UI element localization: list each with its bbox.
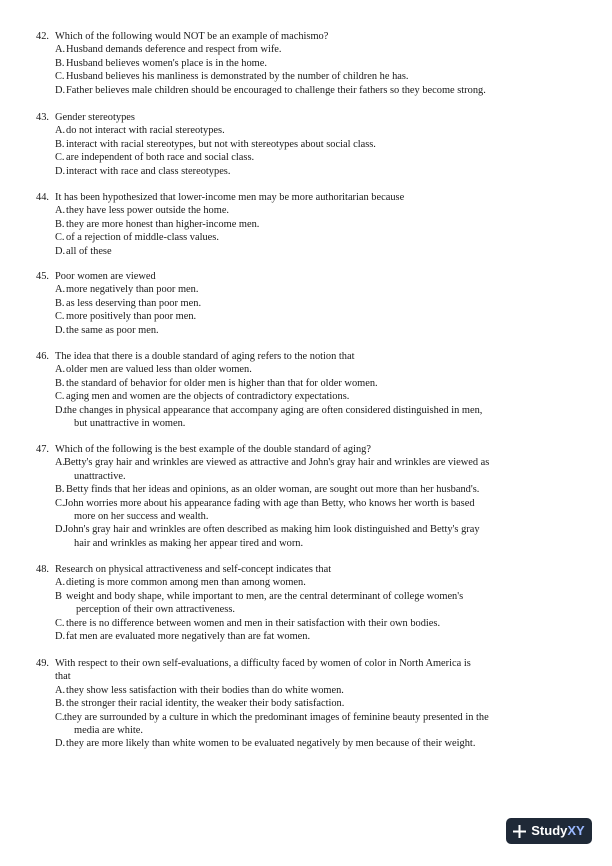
option-text: they are more likely than white women to be evaluated negatively by men because of their weight. bbox=[66, 738, 476, 750]
option-letter: A. bbox=[55, 284, 66, 296]
option-text: are independent of both race and social class. bbox=[66, 152, 255, 164]
option-letter: A. bbox=[55, 684, 66, 696]
option-text: they show less satisfaction with their bodies than do white women. bbox=[66, 684, 344, 696]
option-text: Father believes male children should be encouraged to challenge their fathers so they become strong. bbox=[66, 84, 486, 96]
option-b bbox=[36, 590, 588, 617]
question-number: 43. bbox=[36, 112, 49, 123]
logo-text-primary: Study bbox=[531, 823, 568, 838]
option-letter: C. bbox=[55, 497, 65, 509]
option-letter: A. bbox=[55, 457, 66, 469]
option-letter: B. bbox=[55, 218, 65, 230]
option-a bbox=[36, 456, 588, 483]
option-letter: D. bbox=[55, 84, 66, 96]
option-text: Husband demands deference and respect from wife. bbox=[66, 44, 282, 56]
option-d bbox=[36, 404, 588, 431]
option-d bbox=[36, 84, 588, 97]
option-letter: B. bbox=[55, 377, 65, 389]
option-text: do not interact with racial stereotypes. bbox=[66, 125, 225, 137]
question-48 bbox=[36, 563, 588, 643]
question-number: 44. bbox=[36, 192, 49, 203]
question-stem bbox=[36, 191, 588, 204]
option-text: John worries more about his appearance fading with age than Betty, who knows her worth is based bbox=[64, 497, 475, 509]
option-c bbox=[36, 310, 588, 323]
option-letter: D. bbox=[55, 404, 66, 416]
option-text: interact with racial stereotypes, but not with stereotypes about social class. bbox=[66, 138, 376, 150]
question-number: 49. bbox=[36, 658, 49, 669]
question-49 bbox=[36, 657, 588, 751]
option-text: dieting is more common among men than among women. bbox=[66, 577, 306, 589]
question-46 bbox=[36, 350, 588, 430]
option-text: they are more honest than higher-income men. bbox=[66, 218, 260, 230]
option-c bbox=[36, 617, 588, 630]
option-text-continued: but unattractive in women. bbox=[74, 418, 186, 430]
option-text: all of these bbox=[66, 245, 112, 257]
option-c bbox=[36, 70, 588, 83]
option-b bbox=[36, 297, 588, 310]
option-a bbox=[36, 283, 588, 296]
option-letter: D. bbox=[55, 324, 66, 336]
option-b bbox=[36, 377, 588, 390]
question-stem bbox=[36, 563, 588, 576]
question-stem bbox=[36, 111, 588, 124]
option-b bbox=[36, 697, 588, 710]
question-text: It has been hypothesized that lower-income men may be more authoritarian because bbox=[55, 192, 405, 203]
option-letter: C. bbox=[55, 391, 65, 403]
question-number: 47. bbox=[36, 444, 49, 455]
option-letter: D. bbox=[55, 738, 66, 750]
question-number: 46. bbox=[36, 351, 49, 362]
logo-text-accent: XY bbox=[567, 823, 585, 838]
option-letter: C. bbox=[55, 617, 65, 629]
question-number: 48. bbox=[36, 564, 49, 575]
option-a bbox=[36, 124, 588, 137]
option-letter: B. bbox=[55, 138, 65, 150]
option-letter: D. bbox=[55, 245, 66, 257]
option-letter: A. bbox=[55, 205, 66, 217]
option-text: interact with race and class stereotypes. bbox=[66, 165, 231, 177]
question-47 bbox=[36, 443, 588, 550]
option-letter: C. bbox=[55, 311, 65, 323]
option-d bbox=[36, 737, 588, 750]
option-d bbox=[36, 245, 588, 258]
option-d bbox=[36, 523, 588, 550]
option-text: Betty finds that her ideas and opinions, as an older woman, are sought out more than her husband's. bbox=[66, 484, 480, 496]
option-letter: C. bbox=[55, 71, 65, 83]
option-text-continued: hair and wrinkles as making her appear tired and worn. bbox=[74, 537, 304, 549]
studyxy-logo[interactable] bbox=[506, 818, 592, 844]
question-text: Research on physical attractiveness and self-concept indicates that bbox=[55, 564, 332, 575]
option-text: Husband believes his manliness is demonstrated by the number of children he has. bbox=[66, 71, 409, 83]
option-text: the stronger their racial identity, the weaker their body satisfaction. bbox=[66, 698, 345, 710]
option-b bbox=[36, 57, 588, 70]
question-number: 45. bbox=[36, 271, 49, 282]
question-text: Which of the following is the best example of the double standard of aging? bbox=[55, 444, 371, 455]
question-43 bbox=[36, 111, 588, 178]
option-letter: B. bbox=[55, 484, 65, 496]
option-letter: D. bbox=[55, 631, 66, 643]
question-text: Gender stereotypes bbox=[55, 112, 135, 123]
question-44 bbox=[36, 191, 588, 258]
option-text-continued: media are white. bbox=[74, 725, 143, 737]
option-letter: D. bbox=[55, 524, 66, 536]
option-d bbox=[36, 324, 588, 337]
option-letter: C. bbox=[55, 232, 65, 244]
question-stem bbox=[36, 30, 588, 43]
option-text-continued: perception of their own attractiveness. bbox=[76, 604, 235, 616]
option-text-continued: unattractive. bbox=[74, 470, 126, 482]
question-stem bbox=[36, 350, 588, 363]
question-text: Poor women are viewed bbox=[55, 271, 156, 282]
option-text: the changes in physical appearance that accompany aging are often considered distinguished in men, bbox=[64, 404, 483, 416]
option-text: Husband believes women's place is in the home. bbox=[66, 57, 267, 69]
option-c bbox=[36, 231, 588, 244]
question-stem bbox=[36, 443, 588, 456]
option-letter: C. bbox=[55, 152, 65, 164]
option-letter: B. bbox=[55, 698, 65, 710]
option-text: of a rejection of middle-class values. bbox=[66, 232, 219, 244]
option-a bbox=[36, 43, 588, 56]
question-text: With respect to their own self-evaluations, a difficulty faced by women of color in North America is bbox=[55, 658, 471, 669]
plus-icon bbox=[513, 825, 526, 838]
option-c bbox=[36, 711, 588, 738]
question-text-continued: that bbox=[55, 671, 71, 683]
option-text: they have less power outside the home. bbox=[66, 205, 230, 217]
option-c bbox=[36, 497, 588, 524]
question-stem bbox=[36, 657, 588, 684]
option-letter: C. bbox=[55, 711, 65, 723]
option-text: aging men and women are the objects of contradictory expectations. bbox=[66, 391, 350, 403]
option-a bbox=[36, 684, 588, 697]
option-text: more positively than poor men. bbox=[66, 311, 197, 323]
option-letter: A. bbox=[55, 125, 66, 137]
option-text: weight and body shape, while important to men, are the central determinant of college women's bbox=[66, 590, 464, 602]
option-b bbox=[36, 218, 588, 231]
option-letter: A. bbox=[55, 364, 66, 376]
question-stem bbox=[36, 270, 588, 283]
option-letter: B. bbox=[55, 57, 65, 69]
option-c bbox=[36, 151, 588, 164]
option-text: fat men are evaluated more negatively than are fat women. bbox=[66, 631, 311, 643]
option-text: more negatively than poor men. bbox=[66, 284, 199, 296]
question-42 bbox=[36, 30, 588, 97]
option-letter: B bbox=[55, 590, 62, 602]
option-letter: A. bbox=[55, 44, 66, 56]
option-text-continued: more on her success and wealth. bbox=[74, 511, 209, 523]
question-text: Which of the following would NOT be an example of machismo? bbox=[55, 31, 329, 42]
option-text: Betty's gray hair and wrinkles are viewed as attractive and John's gray hair and wrinkles are viewed as bbox=[64, 457, 490, 469]
option-text: they are surrounded by a culture in which the predominant images of feminine beauty presented in the bbox=[64, 711, 489, 723]
option-text: older men are valued less than older women. bbox=[66, 364, 252, 376]
question-number: 42. bbox=[36, 31, 49, 42]
option-d bbox=[36, 630, 588, 643]
option-a bbox=[36, 576, 588, 589]
question-45 bbox=[36, 270, 588, 337]
option-letter: D. bbox=[55, 165, 66, 177]
option-letter: A. bbox=[55, 577, 66, 589]
option-c bbox=[36, 390, 588, 403]
option-a bbox=[36, 363, 588, 376]
option-d bbox=[36, 165, 588, 178]
option-text: John's gray hair and wrinkles are often described as making him look distinguished and Betty's gray bbox=[64, 524, 480, 536]
option-text: there is no difference between women and men in their satisfaction with their own bodies. bbox=[66, 617, 441, 629]
option-b bbox=[36, 138, 588, 151]
option-text: the same as poor men. bbox=[66, 324, 159, 336]
question-text: The idea that there is a double standard of aging refers to the notion that bbox=[55, 351, 355, 362]
option-letter: B. bbox=[55, 297, 65, 309]
option-text: as less deserving than poor men. bbox=[66, 297, 202, 309]
option-b bbox=[36, 483, 588, 496]
option-text: the standard of behavior for older men is higher than that for older women. bbox=[66, 377, 378, 389]
option-a bbox=[36, 204, 588, 217]
